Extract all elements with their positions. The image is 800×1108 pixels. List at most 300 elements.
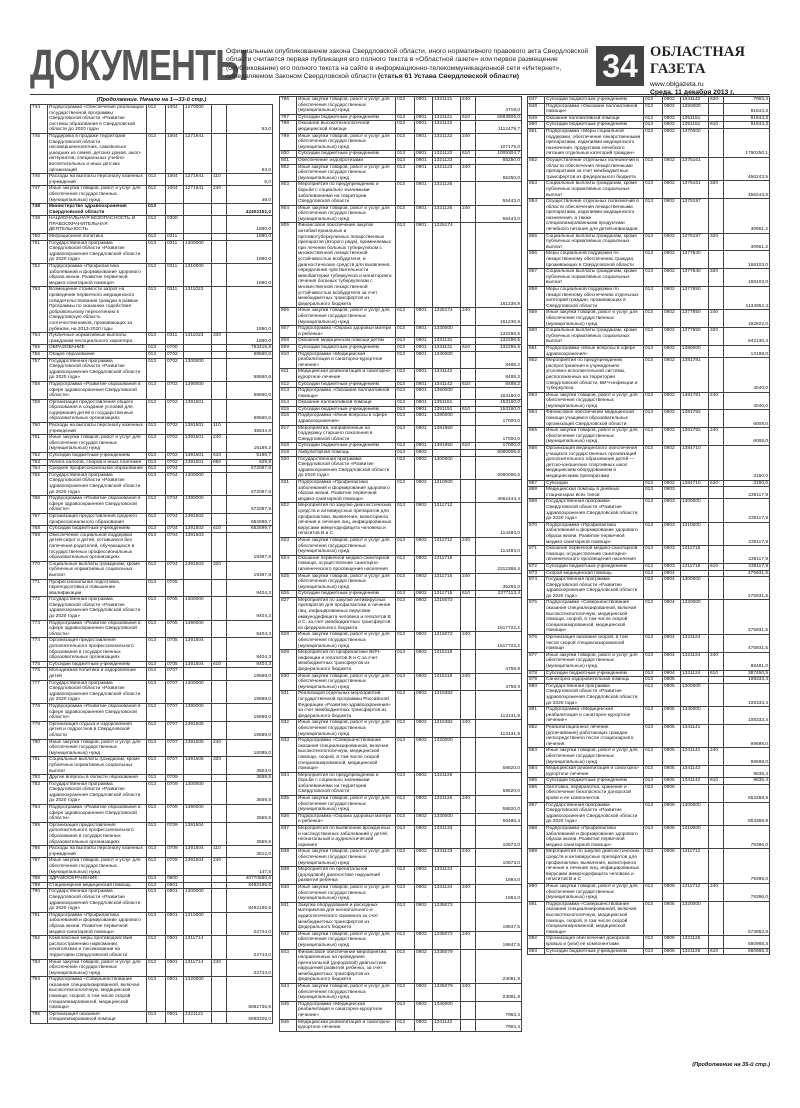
table-row [280, 591, 522, 598]
expense-type: 240 [212, 435, 227, 453]
expense-type: 110 [212, 846, 227, 858]
newspaper-name: ОБЛАСТНАЯ ГАЗЕТА [650, 44, 746, 77]
row-number: 813 [280, 388, 297, 400]
ministry-code: 013 [147, 333, 166, 345]
target-code [681, 677, 709, 684]
expense-type: 620 [709, 97, 724, 104]
ministry-code: 013 [147, 264, 166, 287]
ministry-code: 013 [396, 691, 415, 720]
table-row [31, 435, 273, 453]
target-code [184, 668, 212, 680]
amount: 653358,9 [724, 784, 770, 802]
row-number: 891 [528, 901, 545, 936]
table-row [31, 680, 273, 703]
table-row [31, 526, 273, 533]
item-name: Социальные выплаты гражданам, кроме публичных нормативных социальных выплат [545, 328, 644, 346]
section-code: 0902 [415, 632, 433, 650]
row-number: 889 [528, 849, 545, 884]
ministry-code: 013 [644, 948, 663, 955]
table-row [31, 186, 273, 204]
item-name: Социальные выплаты гражданам, кроме публичных нормативных социальных выплат [545, 181, 644, 199]
row-number: 781 [31, 757, 48, 775]
item-name: Подпрограмма «Профилактика заболеваний и формирование здорового образа жизни. Развитие первичной медико-санитарной помощи» [48, 912, 147, 935]
row-number: 810 [280, 351, 297, 369]
table-row [528, 269, 770, 287]
table-row [280, 650, 522, 673]
section-code: 0901 [415, 223, 433, 308]
target-code: 1311712 [681, 883, 709, 901]
section-code: 0906 [663, 948, 681, 955]
ministry-code: 013 [396, 673, 415, 691]
section-code: 0901 [415, 205, 433, 223]
target-code: 1310000 [681, 826, 709, 849]
table-row [31, 846, 273, 858]
section-code: 0902 [415, 650, 433, 673]
section-code: 0704 [166, 466, 184, 473]
expense-type [461, 369, 476, 381]
ministry-code: 012 [147, 133, 166, 173]
section-code: 0902 [663, 233, 681, 251]
item-name: Подпрограмма «Иные вопросы в сфере здравоохранения» [297, 413, 396, 425]
item-name: Государственная программа Свердловской области «Развитие здравоохранения Свердловской области до 2020 года» [545, 802, 644, 825]
table-row [528, 883, 770, 901]
amount: 5,0 [227, 174, 273, 186]
item-name: Иные закупки товаров, работ и услуг для обеспечения государственных (муниципальных) нужд [297, 720, 396, 738]
ministry-code: 013 [644, 428, 663, 446]
expense-type [212, 579, 227, 597]
amount: 19847,5 [476, 902, 522, 931]
target-code: 1311712 [433, 503, 461, 538]
item-name: Организация предоставления дополнительного профессионального образования в государственных образовательных организациях [48, 822, 147, 845]
column-2 [279, 96, 522, 1061]
item-name: Подпрограмма «Иные вопросы в сфере здравоохранения» [545, 345, 644, 357]
row-number: 790 [31, 889, 48, 912]
table-row [31, 739, 273, 757]
item-name: Финансовое обеспечение закупок антибактериальных и противотуберкулезных лекарственных препаратов (второго ряда), применяемых при лечении больных туберкулезом с множественной лекарственной устойчивостью возбудителя, и диагностических средств для выявления, определения чувствительности микобактерии туберкулеза и мониторинга лечения больных туберкулезом с множественной лекарственной устойчивостью возбудителя за счет межбюджетных трансфертов из федерального бюджета [297, 223, 396, 308]
target-code: 1381950 [433, 443, 461, 450]
expense-type [461, 867, 476, 885]
item-name: Мероприятия по закупке диагностических средств и антивирусных препаратов для профилактики, выявления, мониторинга лечения и лечения лиц, инфицированных вирусами иммунодефицита человека и гепатитов В и С [297, 503, 396, 538]
expense-type: 240 [461, 164, 476, 182]
item-name: Подпрограмма «Развитие образования в сфере здравоохранения Свердловской области» [48, 496, 147, 514]
expense-type [709, 570, 724, 577]
section-code: 0901 [415, 413, 433, 425]
target-code: 1321126 [433, 796, 461, 814]
expense-type: 240 [461, 573, 476, 591]
table-row [280, 902, 522, 931]
table-row [280, 413, 522, 425]
expense-type: 240 [212, 959, 227, 977]
section-code: 0704 [166, 472, 184, 495]
item-name: Подпрограмма «Развитие образования в сфере здравоохранения Свердловской области» [48, 381, 147, 399]
amount: 161236,9 [476, 308, 522, 326]
expense-type [709, 683, 724, 706]
target-code: 1341142 [681, 97, 709, 104]
amount: 30951,2 [724, 233, 770, 251]
ministry-code: 013 [147, 661, 166, 668]
row-number: 784 [31, 805, 48, 823]
ministry-code: 013 [147, 513, 166, 525]
amount: 35255,0 [476, 573, 522, 591]
target-code: 1391503 [184, 561, 212, 579]
ministry-code: 013 [147, 287, 166, 333]
row-number: 851 [528, 128, 545, 157]
item-name: Субсидии бюджетным учреждениям [297, 406, 396, 413]
section-code: 0707 [166, 680, 184, 703]
section-code: 0901 [415, 351, 433, 369]
row-number: 883 [528, 748, 545, 766]
amount: 10673,0 [476, 826, 522, 849]
expense-type [212, 668, 227, 680]
target-code: 1321121 [184, 1011, 212, 1023]
expense-type [212, 876, 227, 883]
row-number: 887 [528, 802, 545, 825]
expense-type [212, 287, 227, 333]
amount: 6008,0 [724, 410, 770, 428]
expense-type: 110 [212, 423, 227, 435]
ministry-code: 012 [147, 186, 166, 204]
section-code: 0906 [663, 802, 681, 825]
amount: 91844,3 [724, 115, 770, 122]
target-code: 1370000 [681, 128, 709, 157]
section-code: 0903 [663, 546, 681, 564]
expense-type [212, 234, 227, 241]
amount: 8488,2 [476, 381, 522, 388]
item-name: Иные закупки товаров, работ и услуг для обеспечения государственных (муниципальных) нужд [297, 849, 396, 867]
target-code: 1330000 [433, 813, 461, 825]
section-code: 0904 [663, 600, 681, 635]
target-code: 1315382 [433, 720, 461, 738]
table-row [31, 453, 273, 460]
target-code: 1321126 [433, 182, 461, 205]
table-row [528, 157, 770, 180]
table-row [528, 128, 770, 157]
item-name: Иные закупки товаров, работ и услуг для обеспечения государственных (муниципальных) нужд [297, 673, 396, 691]
item-name: Субсидии бюджетным учреждениям [545, 563, 644, 570]
amount: 9404,3 [227, 661, 273, 668]
table-row [280, 351, 522, 369]
ministry-code: 013 [644, 251, 663, 269]
section-code: 0906 [663, 826, 681, 849]
section-code: 0902 [415, 813, 433, 825]
section-code: 0902 [663, 358, 681, 393]
item-name: Иные закупки товаров, работ и услуг для обеспечения государственных (муниципальных) нужд [297, 537, 396, 555]
amount: 168103,0 [724, 269, 770, 287]
amount: 4040,0 [724, 392, 770, 410]
ministry-code: 012 [147, 105, 166, 134]
amount: 53,0 [227, 133, 273, 173]
item-name: Подпрограмма «Оказание паллиативной помощи» [297, 388, 396, 400]
row-number: 753 [31, 287, 48, 333]
item-name: Иные закупки товаров, работ и услуг для обеспечения государственных (муниципальных) нужд [545, 392, 644, 410]
item-name: Реабилитационное лечение (долечивание) работающих граждан непосредственно после стационарного лечения [545, 724, 644, 747]
target-code: 1380000 [681, 345, 709, 357]
expense-type: 610 [461, 443, 476, 450]
target-code: 1377840 [681, 269, 709, 287]
item-name: Министерство здравоохранения Свердловской области [48, 204, 147, 216]
ministry-code: 013 [147, 977, 166, 1012]
item-name: Уплата налогов, сборов и иных платежей [48, 459, 147, 466]
table-row [31, 876, 273, 883]
table-row [280, 425, 522, 443]
continued-to-note: (Продолжение на 35-й стр.) [692, 1062, 770, 1068]
ministry-code: 013 [396, 720, 415, 738]
table-row [528, 546, 770, 564]
item-name: Расходы на выплаты персоналу казенных учреждений [48, 846, 147, 858]
column-3 [527, 96, 770, 1061]
row-number: 859 [528, 310, 545, 328]
target-code: 1340000 [433, 1001, 461, 1019]
target-code: 1300000 [184, 680, 212, 703]
row-number: 800 [280, 151, 297, 158]
item-name: Организация обеспечения донорской кровью и (или) ее компонентами [545, 936, 644, 948]
table-row [528, 683, 770, 706]
row-number: 799 [280, 133, 297, 151]
table-row [528, 652, 770, 670]
target-code: 1391502 [184, 526, 212, 533]
amount: 3659,5 [227, 822, 273, 845]
amount: 17000,0 [476, 413, 522, 425]
ministry-code: 013 [396, 503, 415, 538]
section-code: 0901 [415, 381, 433, 388]
table-row [528, 428, 770, 446]
row-number: 868 [528, 487, 545, 499]
target-code: 1310000 [433, 480, 461, 503]
row-number: 848 [528, 103, 545, 115]
row-number: 768 [31, 526, 48, 533]
table-row [528, 784, 770, 802]
item-name: Миграционная политика [48, 234, 147, 241]
section-code: 0902 [663, 287, 681, 310]
table-row [280, 338, 522, 345]
amount: 456243,5 [724, 181, 770, 199]
expense-type [461, 480, 476, 503]
target-code: 1300000 [681, 802, 709, 825]
expense-type: 320 [709, 269, 724, 287]
amount: 1112479,7 [476, 121, 522, 133]
target-code: 1300000 [681, 577, 709, 600]
ministry-code: 013 [644, 392, 663, 410]
item-name: ОБРАЗОВАНИЕ [48, 345, 147, 352]
target-code: 1300000 [184, 358, 212, 381]
target-code: 1391501 [184, 399, 212, 422]
section-code: 0902 [663, 103, 681, 115]
expense-type [461, 650, 476, 673]
ministry-code: 013 [147, 668, 166, 680]
target-code [681, 570, 709, 577]
section-code: 0901 [415, 400, 433, 407]
section-code: 0901 [415, 369, 433, 381]
target-code: 1351151 [681, 115, 709, 122]
ministry-code: 013 [147, 757, 166, 775]
target-code: 1335073 [433, 931, 461, 949]
amount: 153160,0 [476, 400, 522, 407]
ministry-code: 013 [396, 949, 415, 984]
publication-notice [226, 48, 596, 82]
expense-type [709, 849, 724, 884]
target-code: 1375161 [681, 157, 709, 180]
amount: 23081,9 [476, 949, 522, 984]
row-number: 842 [280, 931, 297, 949]
expense-type [212, 399, 227, 422]
item-name: Иные закупки товаров, работ и услуг для обеспечения государственных (муниципальных) нужд [545, 428, 644, 446]
table-row [280, 388, 522, 400]
ministry-code: 013 [644, 570, 663, 577]
amount: 36644,9 [227, 423, 273, 435]
ministry-code: 013 [147, 345, 166, 352]
amount: 16085,0 [227, 739, 273, 757]
row-number: 770 [31, 561, 48, 579]
ministry-code: 013 [644, 849, 663, 884]
ministry-code: 013 [147, 959, 166, 977]
table-row [528, 677, 770, 684]
amount: 3659,5 [227, 775, 273, 782]
item-name: Социальные выплаты гражданам, кроме публичных нормативных социальных выплат [48, 757, 147, 775]
section-code: 0901 [415, 326, 433, 338]
amount: 19589,0 [227, 680, 273, 703]
target-code: 1300000 [681, 683, 709, 706]
item-name: Иные закупки товаров, работ и услуг для обеспечения государственных (муниципальных) нужд [297, 931, 396, 949]
expense-type [461, 400, 476, 407]
expense-type: 610 [461, 151, 476, 158]
target-code: 1380000 [433, 413, 461, 425]
item-name: Профессиональная подготовка, переподготовка и повышение квалификации [48, 579, 147, 597]
row-number: 758 [31, 381, 48, 399]
target-code: 1311023 [184, 287, 212, 333]
item-name: Иные закупки товаров, работ и услуг для обеспечения государственных (муниципальных) нужд [297, 984, 396, 1002]
row-number: 893 [528, 948, 545, 955]
ministry-code: 013 [644, 310, 663, 328]
expense-type [709, 410, 724, 428]
table-row [31, 133, 273, 173]
expense-type: 330 [212, 333, 227, 345]
expense-type: 320 [212, 757, 227, 775]
item-name: Заготовка, переработка, хранение и обеспечение безопасности донорской крови и ее компонентов [545, 784, 644, 802]
target-code [184, 876, 212, 883]
item-name: Амбулаторная помощь [297, 450, 396, 457]
amount: 99698,0 [724, 724, 770, 747]
expense-type [461, 121, 476, 133]
row-number: 808 [280, 338, 297, 345]
table-row [31, 977, 273, 1012]
expense-type [212, 775, 227, 782]
expense-type: 110 [212, 174, 227, 186]
expense-type [212, 513, 227, 525]
target-code: 1341141 [681, 748, 709, 766]
amount: 3659,5 [227, 805, 273, 823]
amount: 8492196,5 [227, 889, 273, 912]
expense-type [709, 577, 724, 600]
target-code [681, 784, 709, 802]
amount: 48,0 [227, 186, 273, 204]
ministry-code: 013 [644, 480, 663, 487]
ministry-code: 013 [147, 703, 166, 721]
amount: 652699,7 [227, 513, 273, 525]
amount: 672097,5 [227, 472, 273, 495]
section-code: 0901 [415, 338, 433, 345]
item-name: Социальные выплаты гражданам, кроме публичных нормативных социальных выплат [48, 561, 147, 579]
table-row [280, 443, 522, 450]
item-name: Подпрограмма «Развитие образования в сфере здравоохранения Свердловской области» [48, 703, 147, 721]
ministry-code: 013 [396, 456, 415, 479]
amount: 1890,0 [227, 240, 273, 263]
expense-type [709, 901, 724, 936]
ministry-code: 013 [147, 936, 166, 959]
expense-type [212, 240, 227, 263]
section-code: 0902 [415, 673, 433, 691]
table-row [280, 867, 522, 885]
ministry-code: 013 [147, 876, 166, 883]
section-code: 0704 [166, 496, 184, 514]
amount: 9404,3 [227, 638, 273, 661]
ministry-code: 013 [644, 328, 663, 346]
table-row [31, 668, 273, 680]
row-number: 861 [528, 345, 545, 357]
amount: 58660,6 [227, 399, 273, 422]
amount: 132296,5 [476, 338, 522, 345]
amount: 475931,5 [724, 600, 770, 635]
expense-type [212, 381, 227, 399]
target-code [184, 351, 212, 358]
ministry-code: 013 [644, 826, 663, 849]
expense-type [709, 487, 724, 499]
expense-type: 610 [709, 948, 724, 955]
item-name: Медицинская помощь в дневных стационарах всех типов [545, 487, 644, 499]
amount: 168103,0 [724, 251, 770, 269]
amount: 9404,3 [227, 579, 273, 597]
ministry-code: 013 [644, 546, 663, 564]
ministry-code: 013 [644, 883, 663, 901]
item-name: Государственная программа Свердловской области «Развитие здравоохранения Свердловской области до 2020 года» [545, 683, 644, 706]
table-row [31, 781, 273, 804]
ministry-code: 013 [644, 600, 663, 635]
section-code: 0902 [663, 128, 681, 157]
section-code: 0702 [166, 423, 184, 435]
table-row [528, 901, 770, 936]
section-code: 0901 [415, 121, 433, 133]
expense-type [212, 1011, 227, 1023]
table-row [528, 778, 770, 785]
item-name: Санаторно-оздоровительная помощь [545, 677, 644, 684]
expense-type [709, 826, 724, 849]
target-code: 1300000 [184, 597, 212, 620]
target-code: 1384710 [681, 480, 709, 487]
amount: 19397,8 [227, 561, 273, 579]
item-name: Подпрограмма «Развитие образования в сфере здравоохранения Свердловской области» [48, 805, 147, 823]
table-row [280, 133, 522, 151]
table-row [280, 406, 522, 413]
expense-type [461, 413, 476, 425]
row-number: 817 [280, 425, 297, 443]
ministry-code: 013 [396, 388, 415, 400]
table-row [528, 936, 770, 948]
ministry-code: 013 [396, 114, 415, 121]
budget-table [527, 96, 770, 955]
section-code: 0906 [663, 901, 681, 936]
row-number: 882 [528, 724, 545, 747]
table-row [280, 400, 522, 407]
item-name: Подпрограмма «Охрана здоровья матери и ребенка» [297, 326, 396, 338]
table-row [528, 707, 770, 725]
amount: 6080006,6 [476, 450, 522, 457]
item-name: Субсидии [545, 480, 644, 487]
target-code: 1391504 [184, 858, 212, 876]
table-row [528, 499, 770, 522]
table-row [528, 635, 770, 653]
section-code: 0300 [166, 216, 184, 234]
table-row [280, 182, 522, 205]
target-code: 1311023 [184, 333, 212, 345]
